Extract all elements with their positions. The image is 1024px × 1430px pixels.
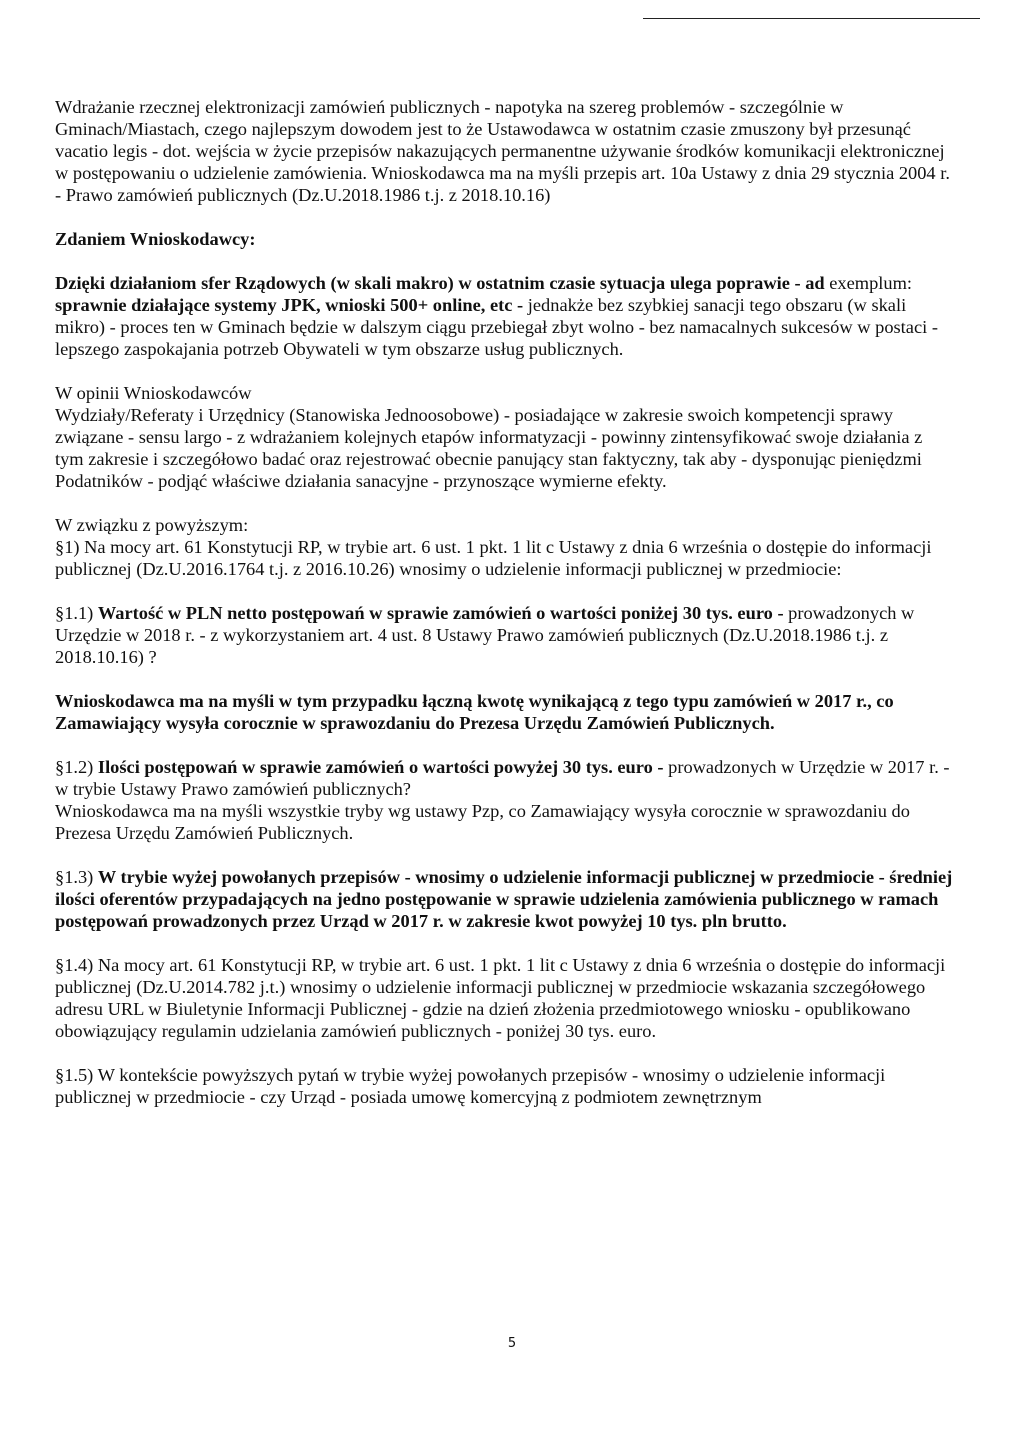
section-1-2-prefix: §1.2) <box>55 757 98 777</box>
opinion-bold-1: Dzięki działaniom sfer Rządowych (w skali makro) w ostatnim czasie sytuacja ulega poprawie - ad <box>55 273 830 293</box>
section-1-1 <box>55 602 955 668</box>
page-number: 5 <box>507 1336 517 1351</box>
connection-heading: W związku z powyższym: <box>55 515 249 535</box>
section-1-1-prefix: §1.1) <box>55 603 98 623</box>
section-1-3 <box>55 866 955 932</box>
opinion-normal-1: exemplum: <box>829 273 912 293</box>
opinion-normal-2: jednakże bez szybkiej sanacji tego obszaru (w skali mikro) - proces ten w Gminach będzie w dalszym ciągu przebiegał zbyt wolno - bez namacalnych sukcesów w postaci - lepszego zaspokajania potrzeb Obywateli w tym obszarze usług publicznych. <box>55 295 938 359</box>
applicants-heading: W opinii Wnioskodawców <box>55 383 252 403</box>
document-body <box>55 96 955 1108</box>
intro-paragraph: Wdrażanie rzecznej elektronizacji zamówień publicznych - napotyka na szereg problemów - szczególnie w Gminach/Miastach, czego najlepszym dowodem jest to że Ustawodawca w ostatnim czasie zmuszony był przesunąć vacatio legis - dot. wejścia w życie przepisów nakazujących permanentne używanie środków komunikacji elektronicznej w postępowaniu o udzielenie zamówienia. Wnioskodawca ma na myśli przepis art. 10a Ustawy z dnia 29 stycznia 2004 r. - Prawo zamówień publicznych (Dz.U.2018.1986 t.j. z 2018.10.16) <box>55 97 950 205</box>
section-1-3-bold: W trybie wyżej powołanych przepisów - wnosimy o udzielenie informacji publicznej w przedmiocie - średniej ilości oferentów przypadających na jedno postępowanie w sprawie udzielenia zamówienia publicznego w ramach postępowań prowadzonych przez Urząd w 2017 r. w zakresie kwot powyżej 10 tys. pln brutto. <box>55 867 953 931</box>
section-1-5: §1.5) W kontekście powyższych pytań w trybie wyżej powołanych przepisów - wnosimy o udzielenie informacji publicznej w przedmiocie - czy Urząd - posiada umowę komercyjną z podmiotem zewnętrznym <box>55 1065 886 1107</box>
opinion-paragraph <box>55 272 955 360</box>
section-1: §1) Na mocy art. 61 Konstytucji RP, w trybie art. 6 ust. 1 pkt. 1 lit c Ustawy z dnia 6 września o dostępie do informacji publicznej (Dz.U.2016.1764 t.j. z 2016.10.26) wnosimy o udzielenie informacji publicznej w przedmiocie: <box>55 537 932 579</box>
section-1-3-prefix: §1.3) <box>55 867 98 887</box>
section-1-2-bold: Ilości postępowań w sprawie zamówień o wartości powyżej 30 tys. euro - <box>97 757 669 777</box>
section-1-1-note: Wnioskodawca ma na myśli w tym przypadku łączną kwotę wynikającą z tego typu zamówień w 2017 r., co Zamawiający wysyła corocznie w sprawozdaniu do Prezesa Urzędu Zamówień Publicznych. <box>55 691 894 733</box>
opinion-bold-2: sprawnie działające systemy JPK, wnioski 500+ online, etc - <box>55 295 528 315</box>
section-1-2-normal: prowadzonych w Urzędzie w 2017 r. - w trybie Ustawy Prawo zamówień publicznych? <box>55 757 950 799</box>
section-1-4: §1.4) Na mocy art. 61 Konstytucji RP, w trybie art. 6 ust. 1 pkt. 1 lit c Ustawy z dnia 6 września o dostępie do informacji publicznej (Dz.U.2014.782 j.t.) wnosimy o udzielenie informacji publicznej w przedmiocie wskazania szczegółowego adresu URL w Biuletynie Informacji Publicznej - gdzie na dzień złożenia przedmiotowego wniosku - opublikowano obowiązujący regulamin udzielania zamówień publicznych - poniżej 30 tys. euro. <box>55 955 946 1041</box>
section-1-1-bold: Wartość w PLN netto postępowań w sprawie zamówień o wartości poniżej 30 tys. euro - <box>97 603 789 623</box>
section-1-1-normal: prowadzonych w Urzędzie w 2018 r. - z wykorzystaniem art. 4 ust. 8 Ustawy Prawo zamówień publicznych (Dz.U.2018.1986 t.j. z 2018.10.16) ? <box>55 603 915 667</box>
opinion-heading: Zdaniem Wnioskodawcy: <box>55 229 256 249</box>
section-1-2-note: Wnioskodawca ma na myśli wszystkie tryby wg ustawy Pzp, co Zamawiający wysyła corocznie w sprawozdaniu do Prezesa Urzędu Zamówień Publicznych. <box>55 801 910 843</box>
applicants-paragraph: Wydziały/Referaty i Urzędnicy (Stanowiska Jednoosobowe) - posiadające w zakresie swoich kompetencji sprawy związane - sensu largo - z wdrażaniem kolejnych etapów informatyzacji - powinny zintensyfikować swoje działania z tym zakresie i szczegółowo badać oraz rejestrować obecnie panujący stan faktyczny, tak aby - dysponując pieniędzmi Podatników - podjąć właściwe działania sanacyjne - przynoszące wymierne efekty. <box>55 405 923 491</box>
section-1-2 <box>55 756 955 800</box>
header-rule <box>643 18 980 19</box>
